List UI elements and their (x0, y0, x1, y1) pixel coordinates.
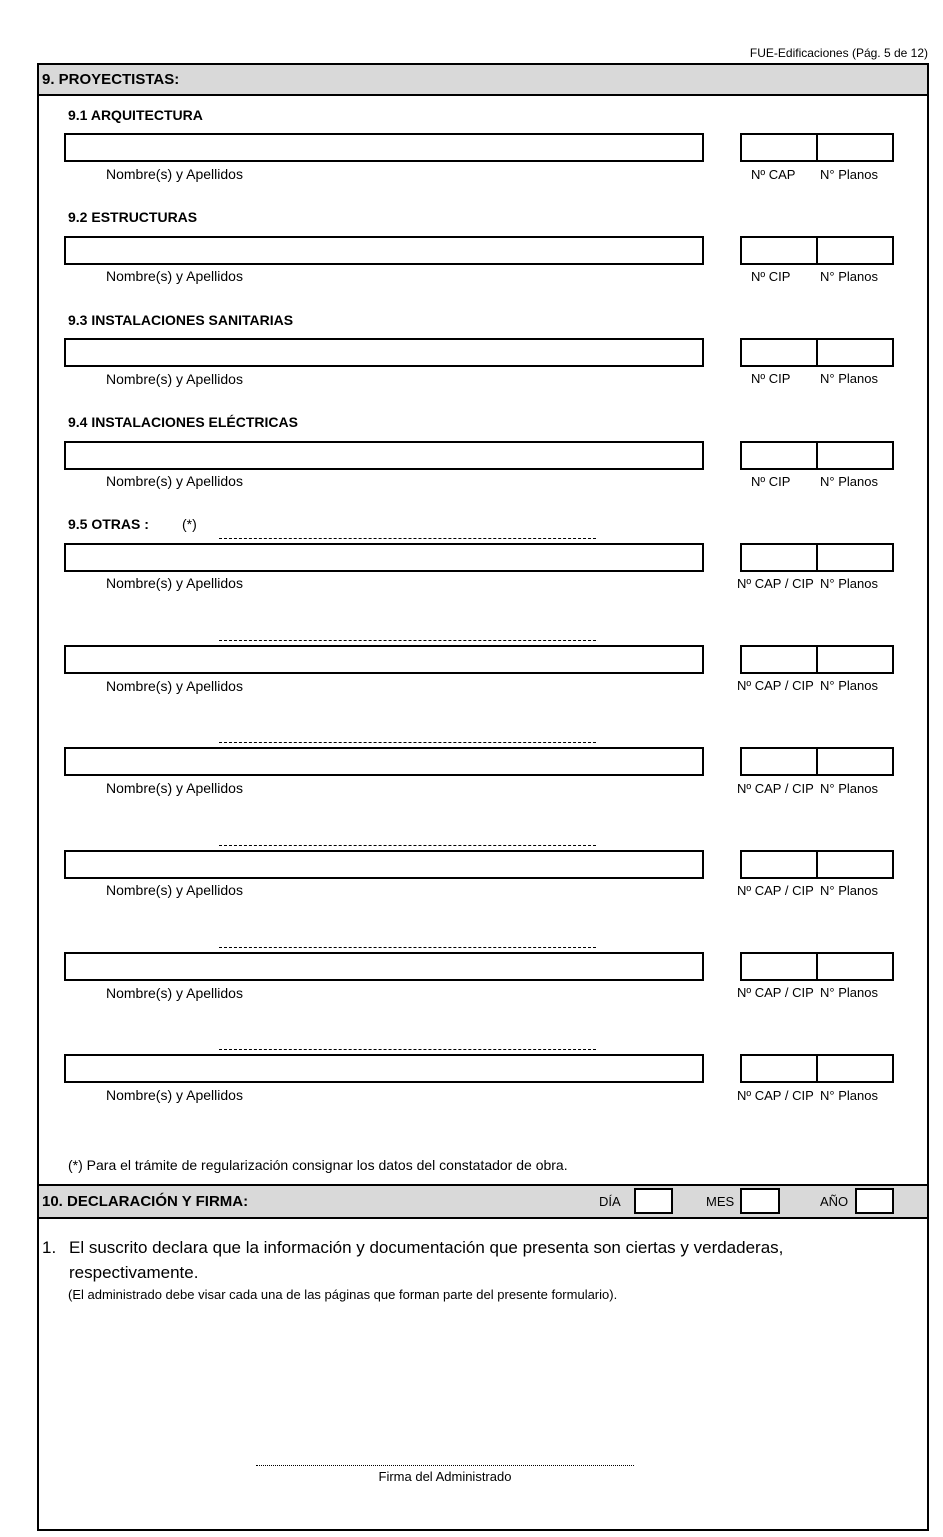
subsection-structures-title: 9.2 ESTRUCTURAS (68, 209, 198, 225)
name-label: Nombre(s) y Apellidos (106, 473, 243, 489)
signature-line[interactable] (256, 1465, 634, 1466)
other-capcip-field[interactable] (740, 645, 818, 674)
page-reference: FUE-Edificaciones (Pág. 5 de 12) (749, 46, 928, 60)
other-planos-field[interactable] (816, 952, 894, 981)
structures-cip-field[interactable] (740, 236, 818, 265)
planos-label: N° Planos (820, 269, 878, 284)
planos-label: N° Planos (820, 781, 878, 796)
capcip-label: Nº CAP / CIP (737, 781, 814, 796)
declaration-note: (El administrado debe visar cada una de las páginas que forman parte del presente formulario). (68, 1287, 618, 1302)
structures-name-field[interactable] (64, 236, 704, 265)
capcip-label: Nº CAP / CIP (737, 678, 814, 693)
section-9-title: 9. PROYECTISTAS: (42, 71, 180, 88)
specialty-line[interactable] (219, 538, 596, 539)
signature-label: Firma del Administrado (378, 1469, 512, 1484)
cip-label: Nº CIP (751, 474, 791, 489)
subsection-architecture-title: 9.1 ARQUITECTURA (68, 107, 203, 123)
other-name-field[interactable] (64, 952, 704, 981)
asterisk-mark: (*) (182, 516, 197, 532)
cip-label: Nº CIP (751, 371, 791, 386)
other-name-field[interactable] (64, 543, 704, 572)
sanitary-name-field[interactable] (64, 338, 704, 367)
other-name-field[interactable] (64, 747, 704, 776)
day-field[interactable] (634, 1188, 673, 1214)
name-label: Nombre(s) y Apellidos (106, 780, 243, 796)
section-9-header (37, 63, 929, 96)
planos-label: N° Planos (820, 371, 878, 386)
specialty-line[interactable] (219, 845, 596, 846)
name-label: Nombre(s) y Apellidos (106, 985, 243, 1001)
planos-label: N° Planos (820, 167, 878, 182)
specialty-line[interactable] (219, 947, 596, 948)
sanitary-cip-field[interactable] (740, 338, 818, 367)
electrical-name-field[interactable] (64, 441, 704, 470)
name-label: Nombre(s) y Apellidos (106, 678, 243, 694)
architect-cap-field[interactable] (740, 133, 818, 162)
section-10-title: 10. DECLARACIÓN Y FIRMA: (42, 1193, 249, 1210)
other-name-field[interactable] (64, 1054, 704, 1083)
other-capcip-field[interactable] (740, 1054, 818, 1083)
electrical-cip-field[interactable] (740, 441, 818, 470)
other-planos-field[interactable] (816, 850, 894, 879)
other-planos-field[interactable] (816, 543, 894, 572)
other-capcip-field[interactable] (740, 747, 818, 776)
name-label: Nombre(s) y Apellidos (106, 882, 243, 898)
capcip-label: Nº CAP / CIP (737, 883, 814, 898)
capcip-label: Nº CAP / CIP (737, 985, 814, 1000)
name-label: Nombre(s) y Apellidos (106, 268, 243, 284)
year-field[interactable] (855, 1188, 894, 1214)
electrical-planos-field[interactable] (816, 441, 894, 470)
planos-label: N° Planos (820, 678, 878, 693)
planos-label: N° Planos (820, 576, 878, 591)
regularization-note: (*) Para el trámite de regularización consignar los datos del constatador de obra. (68, 1157, 568, 1173)
name-label: Nombre(s) y Apellidos (106, 575, 243, 591)
month-field[interactable] (740, 1188, 780, 1214)
planos-label: N° Planos (820, 883, 878, 898)
architect-name-field[interactable] (64, 133, 704, 162)
subsection-other-title: 9.5 OTRAS : (68, 516, 149, 532)
specialty-line[interactable] (219, 1049, 596, 1050)
other-planos-field[interactable] (816, 1054, 894, 1083)
year-label: AÑO (820, 1194, 849, 1209)
specialty-line[interactable] (219, 742, 596, 743)
other-planos-field[interactable] (816, 645, 894, 674)
day-label: DÍA (599, 1194, 621, 1209)
other-capcip-field[interactable] (740, 850, 818, 879)
declaration-text-line2: respectivamente. (69, 1263, 199, 1282)
planos-label: N° Planos (820, 1088, 878, 1103)
name-label: Nombre(s) y Apellidos (106, 1087, 243, 1103)
subsection-sanitary-title: 9.3 INSTALACIONES SANITARIAS (68, 312, 294, 328)
capcip-label: Nº CAP / CIP (737, 576, 814, 591)
declaration-number: 1. (42, 1238, 57, 1257)
other-name-field[interactable] (64, 850, 704, 879)
sanitary-planos-field[interactable] (816, 338, 894, 367)
other-capcip-field[interactable] (740, 952, 818, 981)
other-name-field[interactable] (64, 645, 704, 674)
name-label: Nombre(s) y Apellidos (106, 166, 243, 182)
architect-planos-field[interactable] (816, 133, 894, 162)
specialty-line[interactable] (219, 640, 596, 641)
capcip-label: Nº CAP / CIP (737, 1088, 814, 1103)
subsection-electrical-title: 9.4 INSTALACIONES ELÉCTRICAS (68, 414, 298, 430)
other-capcip-field[interactable] (740, 543, 818, 572)
declaration-text-line1: El suscrito declara que la información y documentación que presenta son ciertas y verdaderas, (69, 1238, 784, 1257)
cip-label: Nº CIP (751, 269, 791, 284)
section-10-header (37, 1184, 929, 1219)
cap-label: Nº CAP (751, 167, 796, 182)
other-planos-field[interactable] (816, 747, 894, 776)
name-label: Nombre(s) y Apellidos (106, 371, 243, 387)
month-label: MES (706, 1194, 735, 1209)
structures-planos-field[interactable] (816, 236, 894, 265)
planos-label: N° Planos (820, 985, 878, 1000)
planos-label: N° Planos (820, 474, 878, 489)
